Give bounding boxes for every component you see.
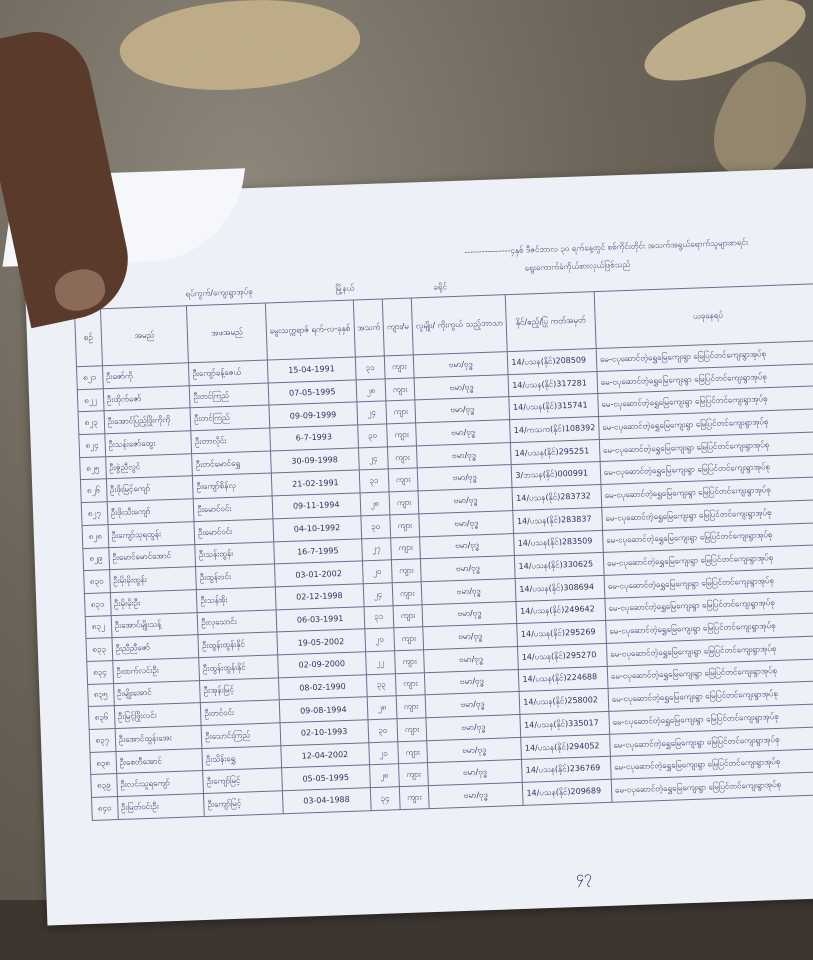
- cell-age: ၂၈: [369, 764, 400, 788]
- cell-name: ဦးဇော်ကို: [102, 363, 189, 389]
- cell-nrc: 14/ပသန(နိုင်)236769: [522, 757, 611, 783]
- cell-father: ဦးသိန်းရွှေ: [202, 745, 281, 770]
- cell-father: ဦးအုန်းမြင့်: [200, 677, 279, 702]
- cell-race: ဗမာ/ဗုဒ္ဓ: [418, 488, 513, 514]
- document-sheet: [22, 168, 813, 925]
- cell-age: ၂၀: [368, 741, 399, 765]
- cell-sex: ကျား: [391, 536, 420, 560]
- cell-father: ဦးမောင်ဝင်း: [194, 519, 273, 544]
- cell-no: ၈၃၃: [86, 638, 113, 662]
- cell-no: ၈၂၉: [83, 547, 110, 571]
- cell-dob: 02-10-1993: [280, 720, 368, 746]
- cell-dob: 19-05-2002: [277, 629, 365, 655]
- column-header: အဖအမည်: [187, 303, 268, 363]
- cell-age: ၃၁: [359, 469, 390, 493]
- cell-sex: ကျား: [395, 650, 424, 674]
- voter-table: [74, 283, 813, 821]
- cell-race: ဗမာ/ဗုဒ္ဓ: [423, 624, 518, 650]
- cell-nrc: 14/ပသန(နိုင်)295251: [511, 439, 600, 465]
- cell-nrc: 14/ပသန(နိုင်)308694: [515, 575, 604, 601]
- cell-dob: 09-08-1994: [279, 697, 367, 723]
- cell-name: ဦးမြတ်ဝင်းဦး: [117, 794, 204, 820]
- cell-dob: 05-05-1995: [282, 765, 370, 791]
- cell-no: ၈၃၆: [88, 706, 115, 730]
- cell-dob: 02-12-1998: [275, 584, 363, 610]
- cell-sex: ကျား: [393, 604, 422, 628]
- cell-race: ဗမာ/ဗုဒ္ဓ: [424, 669, 519, 695]
- cell-age: ၂၈: [360, 492, 391, 516]
- cell-address: မေ-ငပုဆောင်တဲ့ရွှေမြေကျေးရွာ မြေပြင်တင်ကျေးရွာအုပ်စု: [599, 431, 813, 462]
- cell-age: ၂၂: [365, 651, 396, 675]
- cell-nrc: 14/ပသန(နိုင်)294052: [521, 734, 610, 760]
- cell-age: ၂၄: [358, 447, 389, 471]
- cell-father: ဦးတင်ဝင်း: [201, 700, 280, 725]
- cell-nrc: 14/ပသန(နိုင်)258002: [519, 689, 608, 715]
- cell-address: မေ-ငပုဆောင်တဲ့ရွှေမြေကျေးရွာ မြေပြင်တင်ကျေးရွာအုပ်စု: [607, 658, 813, 689]
- cell-no: ၈၃၅: [88, 683, 115, 707]
- cell-name: ဦးဇွဲညီလွင်: [105, 453, 192, 479]
- cell-name: ဦးထိုက်ဇော်: [103, 385, 190, 411]
- cell-name: ဦးအောင်ပြည့်ဖြိုးကိုကို: [104, 408, 191, 434]
- cell-sex: ကျား: [388, 446, 417, 470]
- cell-race: ဗမာ/ဗုဒ္ဓ: [417, 465, 512, 491]
- cell-race: ဗမာ/ဗုဒ္ဓ: [417, 442, 512, 468]
- cell-sex: ကျား: [386, 400, 415, 424]
- cell-race: ဗမာ/ဗုဒ္ဓ: [416, 420, 511, 446]
- column-header: လူမျိုး/ ကိုးကွယ် သည့်ဘာသာ: [411, 295, 507, 355]
- header-ward: ရပ်ကွက်/ကျေးရွာအုပ်စု: [185, 287, 253, 299]
- cell-dob: 09-09-1999: [269, 402, 357, 428]
- cell-address: မေ-ငပုဆောင်တဲ့ရွှေမြေကျေးရွာ မြေပြင်တင်ကျေးရွာအုပ်စု: [598, 386, 813, 417]
- cell-name: ဦးလင်းသူရကျော်: [117, 771, 204, 797]
- cell-race: ဗမာ/ဗုဒ္ဓ: [421, 556, 516, 582]
- cell-nrc: 14/ပသန(နိုင်)295269: [517, 621, 606, 647]
- cell-dob: 03-04-1988: [282, 788, 370, 814]
- cell-nrc: 14/ပသန(နိုင်)283509: [514, 530, 603, 556]
- cell-name: ဦးမိုးမိုးထွန်း: [109, 567, 196, 593]
- cell-no: ၈၃၂: [85, 615, 112, 639]
- cell-dob: 06-03-1991: [276, 606, 364, 632]
- header-title: ----------------၄နှစ် ဒီဇင်ဘာလ ၃၀ ရက်နေ့တွင် စစ်ကိုင်းတိုင်း အသက်အရွယ်ရောက်သူများစာရင်း: [464, 237, 749, 257]
- cell-no: ၈၃၁: [84, 593, 111, 617]
- cell-no: ၈၂၇: [81, 502, 108, 526]
- cell-race: ဗမာ/ဗုဒ္ဓ: [428, 760, 523, 786]
- cell-nrc: 14/ပသန(နိုင်)335017: [520, 711, 609, 737]
- header-subtitle: ရွေးကောက်ခံကိုယ်စားလှယ်ဖြစ်သည်: [524, 259, 631, 273]
- cell-race: ဗမာ/ဗုဒ္ဓ: [421, 578, 516, 604]
- cell-name: ဦးမြင့်ဖြိုးလင်း: [114, 703, 201, 729]
- cell-no: ၈၃၄: [87, 661, 114, 685]
- cell-age: ၃၀: [360, 515, 391, 539]
- cell-no: ၈၃၀: [84, 570, 111, 594]
- cell-name: ဦးဖိုးမြင့်ကျော်: [106, 476, 193, 502]
- column-header: ယခုနေရပ်: [594, 284, 813, 349]
- cell-age: ၂၈: [367, 696, 398, 720]
- cell-age: ၃၁: [364, 605, 395, 629]
- cell-dob: 6-7-1993: [270, 425, 358, 451]
- cell-address: မေ-ငပုဆောင်တဲ့ရွှေမြေကျေးရွာ မြေပြင်တင်ကျေးရွာအုပ်စု: [596, 341, 813, 372]
- cell-name: ဦးစေတီအောင်: [116, 748, 203, 774]
- cell-race: ဗမာ/ဗုဒ္ဓ: [427, 737, 522, 763]
- cell-father: ဦးကျော်ခန့်ဇေယ်: [189, 360, 268, 385]
- cell-dob: 07-05-1995: [268, 380, 356, 406]
- cell-name: ဦးညီညီဇော်: [112, 635, 199, 661]
- page-number: ၄၇: [575, 868, 593, 886]
- cell-race: ဗမာ/ဗုဒ္ဓ: [415, 397, 510, 423]
- cell-address: မေ-ငပုဆောင်တဲ့ရွှေမြေကျေးရွာ မြေပြင်တင်ကျေးရွာအုပ်စု: [608, 681, 813, 712]
- cell-nrc: 14/ပသန(နိုင်)330625: [515, 553, 604, 579]
- cell-sex: ကျား: [389, 491, 418, 515]
- cell-age: ၂၀: [364, 628, 395, 652]
- cell-sex: ကျား: [386, 378, 415, 402]
- cell-dob: 15-04-1991: [267, 357, 355, 383]
- cell-age: ၂၇: [361, 537, 392, 561]
- cell-no: ၈၂၆: [80, 479, 107, 503]
- cell-race: ဗမာ/ဗုဒ္ဓ: [426, 714, 521, 740]
- cell-nrc: 14/ပသန(နိုင်)249642: [516, 598, 605, 624]
- cell-name: ဦးထက်လင်းဦး: [113, 658, 200, 684]
- cell-nrc: 14/ပသန(နိုင်)317281: [508, 371, 597, 397]
- cell-address: မေ-ငပုဆောင်တဲ့ရွှေမြေကျေးရွာ မြေပြင်တင်ကျေးရွာအုပ်စု: [602, 499, 813, 530]
- cell-no: ၈၃၈: [90, 751, 117, 775]
- cell-age: ၂၄: [356, 401, 387, 425]
- cell-nrc: 14/ပသန(နိုင်)209689: [523, 779, 612, 805]
- cell-name: ဦးအောင်မျိုးသန့်: [111, 612, 198, 638]
- cell-sex: ကျား: [392, 559, 421, 583]
- cell-father: ဦးတင်ကြည်: [190, 383, 269, 408]
- cell-age: ၃၀: [357, 424, 388, 448]
- cell-dob: 04-10-1992: [273, 516, 361, 542]
- cell-age: ၂၀: [362, 560, 393, 584]
- cell-race: ဗမာ/ဗုဒ္ဓ: [413, 352, 508, 378]
- cell-father: ဦးထွန်းဝင်း: [196, 564, 275, 589]
- column-header: အမည်: [100, 306, 188, 366]
- cell-address: မေ-ငပုဆောင်တဲ့ရွှေမြေကျေးရွာ မြေပြင်တင်ကျေးရွာအုပ်စု: [604, 567, 813, 598]
- cell-name: ဦးအောင်ထွန်းအေး: [115, 726, 202, 752]
- cell-sex: ကျား: [385, 355, 414, 379]
- cell-race: ဗမာ/ဗုဒ္ဓ: [422, 601, 517, 627]
- column-header: အသက်: [353, 299, 385, 357]
- header-township: မြို့နယ်: [335, 283, 355, 294]
- cell-no: ၈၃၉: [91, 774, 118, 798]
- cell-father: ဦးကျော်စိန်လှ: [193, 473, 272, 498]
- cell-father: ဦးထွန်းထွန်းနိုင်: [198, 632, 277, 657]
- cell-name: ဦးသန်းဇော်ထွေး: [105, 431, 192, 457]
- cell-address: မေ-ငပုဆောင်တဲ့ရွှေမြေကျေးရွာ မြေပြင်တင်ကျေးရွာအုပ်စု: [611, 771, 813, 802]
- cell-sex: ကျား: [389, 468, 418, 492]
- cell-father: ဦးကျော်မြင့်: [204, 791, 283, 816]
- cell-dob: 09-11-1994: [272, 493, 360, 519]
- cell-father: ဦးတာလိုင်း: [191, 428, 270, 453]
- cell-no: ၈၂၅: [80, 456, 107, 480]
- cell-father: ဦးမောင်ဝင်း: [193, 496, 272, 521]
- cell-nrc: 3/ဘသန(နိုင်)000991: [512, 462, 601, 488]
- cell-father: ဦးသန်းထွန်း: [195, 541, 274, 566]
- cell-address: မေ-ငပုဆောင်တဲ့ရွှေမြေကျေးရွာ မြေပြင်တင်ကျေးရွာအုပ်စု: [603, 545, 813, 576]
- cell-nrc: 14/ပသန(နိုင်)283732: [512, 485, 601, 511]
- cell-dob: 08-02-1990: [278, 674, 366, 700]
- column-header: နိုင်/ဧည့်/ပြု ကတ်အမှတ်: [506, 292, 597, 352]
- cell-race: ဗမာ/ဗုဒ္ဓ: [428, 782, 523, 808]
- cell-age: ၃၄: [370, 787, 401, 811]
- cell-address: မေ-ငပုဆောင်တဲ့ရွှေမြေကျေးရွာ မြေပြင်တင်ကျေးရွာအုပ်စု: [610, 749, 813, 780]
- cell-nrc: 14/ပသန(နိုင်)283837: [513, 507, 602, 533]
- cell-nrc: 14/ပသန(နိုင်)315741: [509, 394, 598, 420]
- cell-father: ဦးကျော်မြင့်: [203, 768, 282, 793]
- cell-name: ဦးမျိုးအောင်: [113, 680, 200, 706]
- cell-no: ၈၂၃: [78, 411, 105, 435]
- cell-race: ဗမာ/ဗုဒ္ဓ: [419, 510, 514, 536]
- cell-no: ၈၄၀: [92, 797, 119, 821]
- cell-name: ဦးကျော်သုရထွန်း: [108, 521, 195, 547]
- cell-nrc: 14/ပသန(နိုင်)224688: [519, 666, 608, 692]
- cell-father: ဦးလှသောင်း: [197, 609, 276, 634]
- cell-no: ၈၂၈: [82, 525, 109, 549]
- cell-age: ၃၁: [355, 356, 386, 380]
- cell-father: ဦးထွန်းထွန်းနိုင်: [199, 655, 278, 680]
- cell-sex: ကျား: [387, 423, 416, 447]
- cell-age: ၂၄: [363, 583, 394, 607]
- column-header: မွေးသက္ကရာဇ် ရက်-လ-ခုနှစ်: [265, 300, 354, 360]
- cell-father: ဦးသန်းစိုး: [197, 587, 276, 612]
- cell-name: ဦးဖိုးသီးကျော်: [107, 499, 194, 525]
- cell-sex: ကျား: [399, 763, 428, 787]
- header-district: ခရိုင်: [433, 282, 448, 292]
- cell-sex: ကျား: [398, 740, 427, 764]
- cell-name: ဦးမိုးမိုးဦး: [110, 590, 197, 616]
- cell-address: မေ-ငပုဆောင်တဲ့ရွှေမြေကျေးရွာ မြေပြင်တင်ကျေးရွာအုပ်စု: [609, 703, 813, 734]
- cell-address: မေ-ငပုဆောင်တဲ့ရွှေမြေကျေးရွာ မြေပြင်တင်ကျေးရွာအုပ်စု: [599, 409, 813, 440]
- cell-sex: ကျား: [390, 514, 419, 538]
- cell-address: မေ-ငပုဆောင်တဲ့ရွှေမြေကျေးရွာ မြေပြင်တင်ကျေးရွာအုပ်စု: [610, 726, 813, 757]
- cell-age: ၃၀: [367, 719, 398, 743]
- cell-father: ဦးသောင်းကြည်: [201, 723, 280, 748]
- cell-father: ဦးတင်မောင်ရွှေ: [192, 451, 271, 476]
- cell-dob: 30-09-1998: [271, 448, 359, 474]
- cell-no: ၈၂၂: [77, 388, 104, 412]
- cell-age: ၂၈: [356, 379, 387, 403]
- cell-race: ဗမာ/ဗုဒ္ဓ: [420, 533, 515, 559]
- cell-address: မေ-ငပုဆောင်တဲ့ရွှေမြေကျေးရွာ မြေပြင်တင်ကျေးရွာအုပ်စု: [600, 454, 813, 485]
- cell-dob: 12-04-2002: [281, 742, 369, 768]
- cell-nrc: 14/ပသန(နိုင်)295270: [518, 643, 607, 669]
- cell-sex: ကျား: [396, 672, 425, 696]
- cell-dob: 21-02-1991: [271, 470, 359, 496]
- cell-sex: ကျား: [394, 627, 423, 651]
- cell-nrc: 14/ကသက(နိုင်)108392: [510, 417, 599, 443]
- cell-address: မေ-ငပုဆောင်တဲ့ရွှေမြေကျေးရွာ မြေပြင်တင်ကျေးရွာအုပ်စု: [606, 635, 813, 666]
- cell-address: မေ-ငပုဆောင်တဲ့ရွှေမြေကျေးရွာ မြေပြင်တင်ကျေးရွာအုပ်စု: [605, 590, 813, 621]
- cell-address: မေ-ငပုဆောင်တဲ့ရွှေမြေကျေးရွာ မြေပြင်တင်ကျေးရွာအုပ်စု: [597, 363, 813, 394]
- cell-no: ၈၂၄: [79, 434, 106, 458]
- cell-race: ဗမာ/ဗုဒ္ဓ: [414, 374, 509, 400]
- cell-address: မေ-ငပုဆောင်တဲ့ရွှေမြေကျေးရွာ မြေပြင်တင်ကျေးရွာအုပ်စု: [602, 522, 813, 553]
- cell-sex: ကျား: [397, 718, 426, 742]
- cell-dob: 16-7-1995: [274, 538, 362, 564]
- cell-dob: 02-09-2000: [278, 652, 366, 678]
- cell-address: မေ-ငပုဆောင်တဲ့ရွှေမြေကျေးရွာ မြေပြင်တင်ကျေးရွာအုပ်စု: [601, 477, 813, 508]
- cell-name: ဦးမောင်မောင်အောင်: [109, 544, 196, 570]
- cell-no: ၈၃၇: [89, 729, 116, 753]
- cell-no: ၈၂၁: [76, 366, 103, 390]
- cell-age: ၃၃: [366, 673, 397, 697]
- cell-race: ဗမာ/ဗုဒ္ဓ: [425, 692, 520, 718]
- cell-address: မေ-ငပုဆောင်တဲ့ရွှေမြေကျေးရွာ မြေပြင်တင်ကျေးရွာအုပ်စု: [606, 613, 813, 644]
- cell-nrc: 14/ပသန(နိုင်)208509: [508, 349, 597, 375]
- cell-father: ဦးတင်ကြည်: [190, 405, 269, 430]
- cell-race: ဗမာ/ဗုဒ္ဓ: [424, 646, 519, 672]
- column-header: စဉ်: [75, 309, 103, 367]
- column-header: ကျား/မ: [383, 298, 414, 356]
- cell-sex: ကျား: [393, 582, 422, 606]
- cell-dob: 03-01-2002: [274, 561, 362, 587]
- cell-sex: ကျား: [400, 786, 429, 810]
- cell-sex: ကျား: [397, 695, 426, 719]
